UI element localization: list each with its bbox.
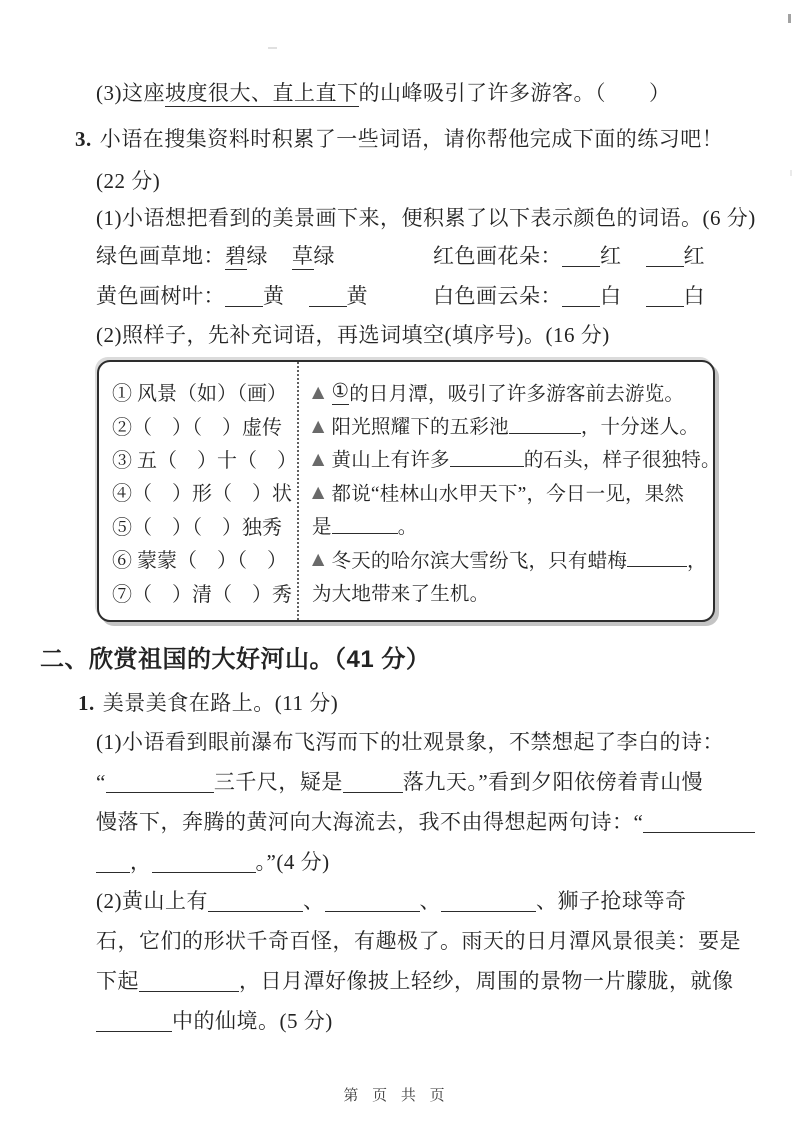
red-label: 红色画花朵： — [433, 244, 562, 268]
question-3-sub1-label — [96, 205, 756, 232]
fill-blank — [450, 450, 524, 467]
fill-blank — [562, 250, 600, 267]
q1-sub2-line-3: 下起 ，日月潭好像披上轻纱，周围的景物一片朦胧，就像 — [96, 969, 734, 993]
fill-blank — [208, 895, 303, 912]
word-bank-box — [97, 360, 721, 622]
triangle-bullet-icon: ▲ — [312, 415, 325, 435]
question-text: 小语在搜集资料时积累了一些词语，请你帮他完成下面的练习吧！ — [99, 127, 724, 151]
word-tail: 白 — [683, 284, 705, 308]
q1-sub2-line-2: 石，它们的形状千奇百怪，有趣极了。雨天的日月潭风景很美：要是 — [96, 929, 741, 953]
fill-blank — [509, 417, 581, 434]
example-answer: 草 — [292, 244, 314, 268]
points-label: (22 分) — [96, 169, 161, 193]
sub-question-text: (1)小语想把看到的美景画下来，便积累了以下表示颜色的词语。(6 分) — [96, 206, 756, 230]
word-bank-item: ②（ ）（ ）虚传 — [112, 416, 282, 439]
word-bank-item: ⑤（ ）（ ）独秀 — [112, 516, 282, 539]
triangle-bullet-icon: ▲ — [312, 549, 325, 569]
q1-sub2-line-1: (2)黄山上有 、 、 、狮子抢球等奇 — [96, 889, 687, 913]
question-number: 1. — [78, 691, 95, 715]
fill-blank — [332, 517, 398, 534]
word-tail: 黄 — [263, 284, 285, 308]
green-label: 绿色画草地： — [96, 244, 225, 268]
question-3-stem — [75, 126, 723, 153]
fill-blank — [643, 816, 755, 833]
fill-blank — [325, 895, 420, 912]
fill-blank — [96, 1015, 172, 1032]
sentence-prefix: (3)这座 — [96, 81, 165, 105]
underlined-phrase: 坡度很大、直上直下 — [165, 81, 359, 105]
color-words-row-2 — [96, 283, 736, 310]
color-words-row-1 — [96, 243, 736, 270]
sentence-5-line-1: ▲ 冬天的哈尔滨大雪纷飞，只有蜡梅 ， — [312, 549, 707, 572]
word-bank-item: ③ 五（ ）十（ ） — [112, 449, 297, 472]
question-3-points — [96, 168, 160, 195]
q1-sub1-line-1: (1)小语看到眼前瀑布飞泻而下的壮观景象，不禁想起了李白的诗： — [96, 730, 724, 754]
sentence-5-line-2: 为大地带来了生机。 — [312, 584, 490, 606]
triangle-bullet-icon: ▲ — [312, 382, 325, 402]
scan-mark — [268, 47, 277, 49]
fill-blank — [139, 975, 239, 992]
word-tail: 红 — [600, 244, 622, 268]
fill-blank — [96, 856, 130, 873]
yellow-label: 黄色画树叶： — [96, 284, 225, 308]
q1-sub2-line-4: 中的仙境。(5 分) — [96, 1008, 333, 1035]
fill-blank — [152, 856, 256, 873]
sub-question-text: (2)照样子，先补充词语，再选词填空(填序号)。(16 分) — [96, 323, 610, 347]
fill-blank — [225, 290, 263, 307]
word-bank-item: ④（ ）形（ ）状 — [112, 483, 292, 506]
scan-mark — [788, 14, 791, 23]
word-bank-item: ⑥ 蒙蒙（ ）（ ） — [112, 550, 287, 573]
sentence-4-line-2: 是 。 — [312, 517, 418, 539]
fill-blank — [106, 776, 214, 793]
fill-blank — [627, 550, 687, 567]
filled-answer: ① — [332, 379, 350, 405]
scan-mark — [790, 170, 792, 176]
example-answer: 碧 — [225, 244, 247, 268]
fill-blank — [562, 290, 600, 307]
triangle-bullet-icon: ▲ — [312, 482, 325, 502]
fill-blank — [309, 290, 347, 307]
word-bank-item: ⑦（ ）清（ ）秀 — [112, 583, 292, 606]
word-bank-column — [99, 362, 299, 620]
q1-sub1-line-2: “ 三千尺，疑是 落九天。”看到夕阳依傍着青山慢 — [96, 770, 704, 794]
word-tail: 黄 — [346, 284, 368, 308]
fill-blank — [441, 895, 536, 912]
question-number: 3. — [75, 127, 92, 151]
question-1-stem — [78, 690, 338, 717]
open-quote: “ — [96, 770, 106, 794]
sentences-column — [299, 362, 721, 620]
white-label: 白色画云朵： — [433, 284, 562, 308]
sentence-suffix: 的山峰吸引了许多游客。（ ） — [358, 81, 671, 105]
q1-sub1-line-3: 慢落下，奔腾的黄河向大海流去，我不由得想起两句诗：“ — [96, 809, 755, 836]
word-bank-item: ① 风景（如）（画） — [112, 383, 287, 406]
triangle-bullet-icon: ▲ — [312, 448, 325, 468]
fill-blank — [343, 776, 403, 793]
sentence-1: ▲ ① 的日月潭，吸引了许多游客前去游览。 — [312, 380, 685, 405]
word-tail: 红 — [683, 244, 705, 268]
fill-blank — [646, 250, 684, 267]
word-tail: 绿 — [246, 244, 268, 268]
question-text: 美景美食在路上。(11 分) — [102, 691, 339, 715]
fill-blank — [646, 290, 684, 307]
page-number-label: 第 页 共 页 — [343, 1088, 450, 1104]
word-tail: 绿 — [313, 244, 335, 268]
question-3-sub2-label — [96, 322, 610, 349]
sentence-2: ▲ 阳光照耀下的五彩池 ，十分迷人。 — [312, 415, 700, 439]
sentence-4-line-1: ▲ 都说“桂林山水甲天下”，今日一见，果然 — [312, 482, 685, 505]
page-footer — [0, 1084, 793, 1105]
sentence-3: ▲ 黄山上有许多 的石头，样子很独特。 — [312, 448, 721, 472]
color-words-row-2-right — [433, 283, 705, 310]
section-two-heading: 二、欣赏祖国的大好河山。（41 分） — [40, 646, 431, 673]
color-words-row-1-right — [433, 243, 705, 270]
question-2-item-3 — [96, 80, 671, 107]
word-tail: 白 — [600, 284, 622, 308]
q1-sub1-line-4: ， 。”(4 分) — [96, 849, 330, 876]
